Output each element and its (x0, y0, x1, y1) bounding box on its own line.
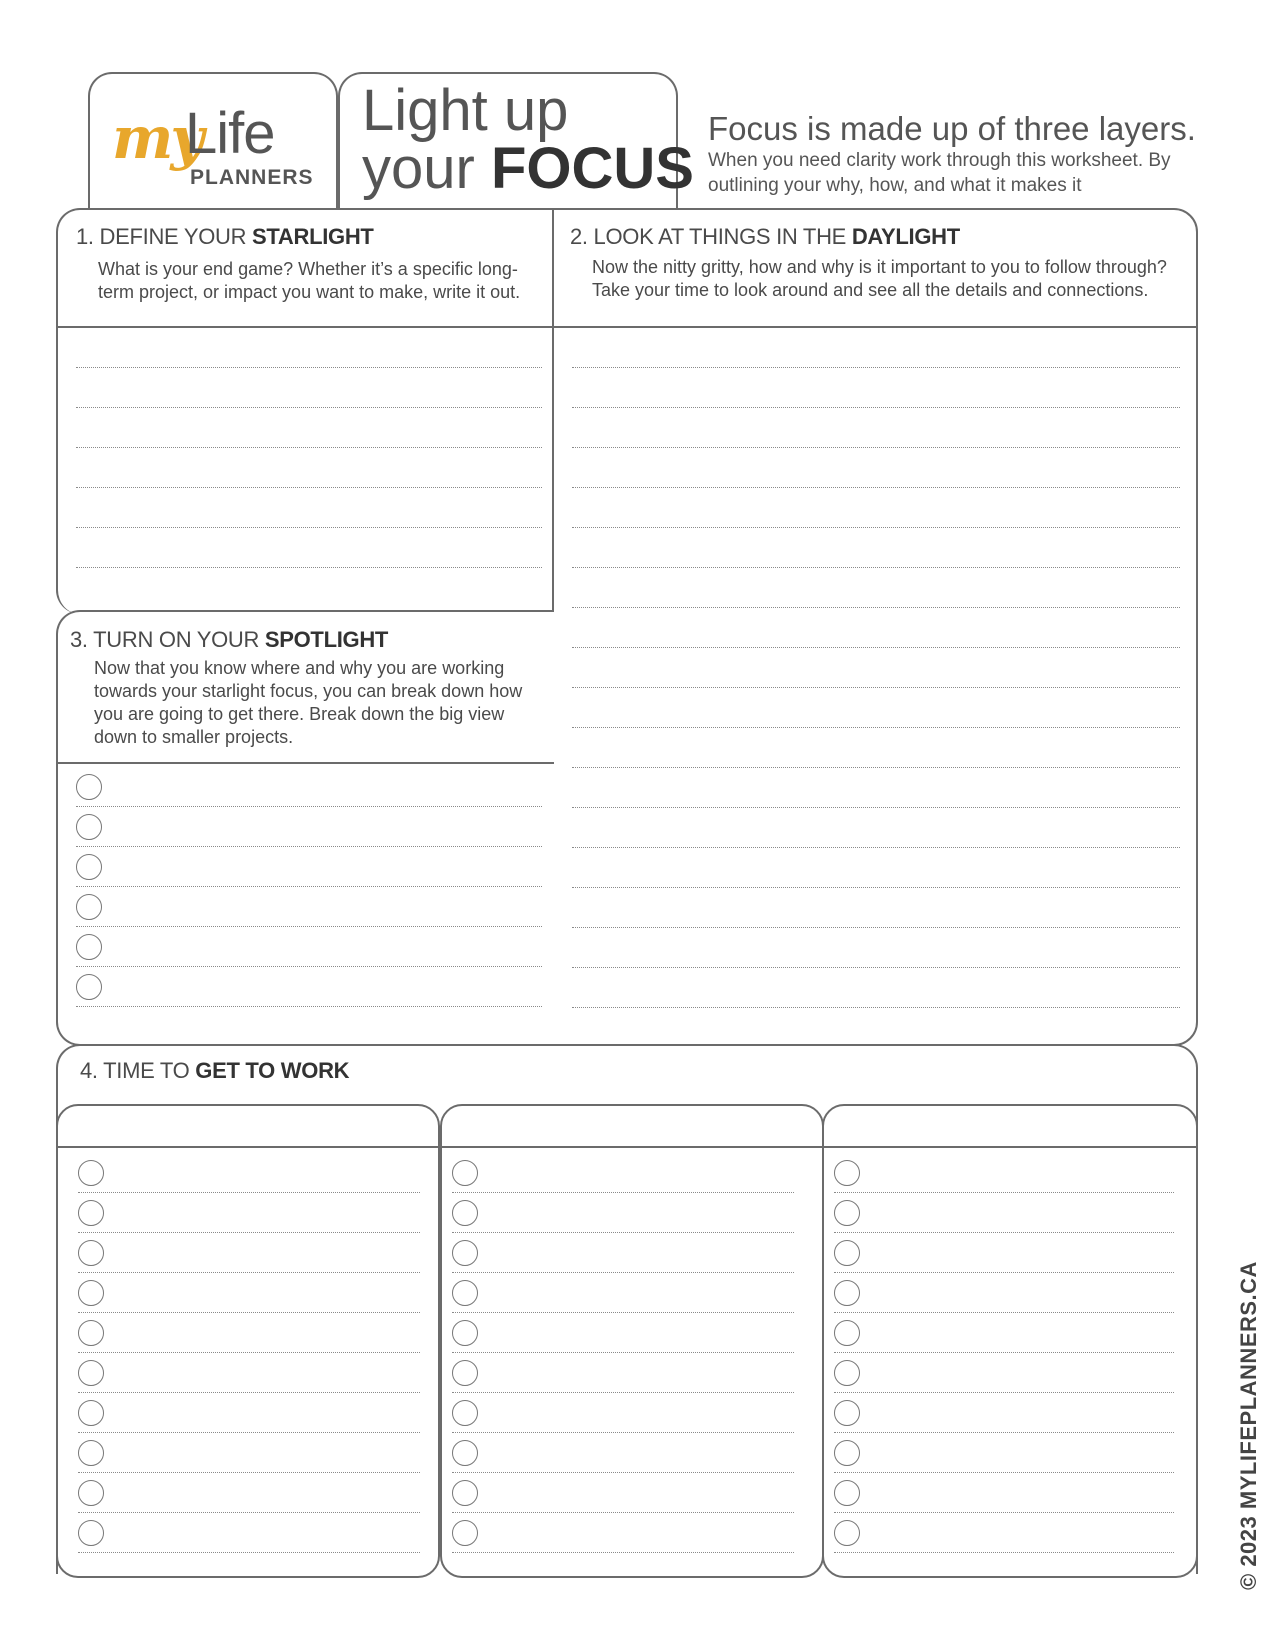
work-checkbox-col3[interactable] (834, 1200, 860, 1226)
copyright-footer: © 2023 MYLIFEPLANNERS.CA (1236, 1261, 1261, 1590)
logo-tab (88, 72, 338, 208)
work-writing-line-col1[interactable] (78, 1432, 420, 1433)
title-prefix: your (362, 136, 491, 201)
daylight-writing-line[interactable] (572, 407, 1180, 408)
work-checkbox-col1[interactable] (78, 1360, 104, 1386)
section4-title-prefix: 4. TIME TO (80, 1058, 196, 1083)
spotlight-checkbox[interactable] (76, 974, 102, 1000)
work-column-2 (440, 1104, 824, 1578)
work-checkbox-col3[interactable] (834, 1240, 860, 1266)
work-checkbox-col1[interactable] (78, 1160, 104, 1186)
starlight-writing-line[interactable] (76, 367, 542, 368)
section2-title-prefix: 2. LOOK AT THINGS IN THE (570, 224, 852, 249)
work-writing-line-col1[interactable] (78, 1472, 420, 1473)
work-checkbox-col1[interactable] (78, 1320, 104, 1346)
work-checkbox-col1[interactable] (78, 1280, 104, 1306)
work-writing-line-col3[interactable] (834, 1472, 1174, 1473)
work-writing-line-col3[interactable] (834, 1512, 1174, 1513)
daylight-writing-line[interactable] (572, 607, 1180, 608)
work-writing-line-col3[interactable] (834, 1392, 1174, 1393)
work-writing-line-col1[interactable] (78, 1192, 420, 1193)
work-writing-line-col1[interactable] (78, 1352, 420, 1353)
work-writing-line-col1[interactable] (78, 1272, 420, 1273)
work-checkbox-col2[interactable] (452, 1400, 478, 1426)
section2-divider (552, 326, 1198, 328)
work-checkbox-col3[interactable] (834, 1280, 860, 1306)
section4-title (80, 1058, 349, 1084)
daylight-writing-line[interactable] (572, 1007, 1180, 1008)
work-columns-divider (56, 1146, 1198, 1148)
daylight-writing-line[interactable] (572, 847, 1180, 848)
intro-body: When you need clarity work through this worksheet. By outlining your why, how, and what it makes it (708, 150, 1171, 196)
work-column-1 (56, 1104, 440, 1578)
work-writing-line-col3[interactable] (834, 1312, 1174, 1313)
spotlight-checkbox[interactable] (76, 774, 102, 800)
logo-my-text: my (112, 104, 202, 172)
page-title-line2 (362, 136, 694, 201)
daylight-writing-line[interactable] (572, 367, 1180, 368)
spotlight-checkbox[interactable] (76, 814, 102, 840)
daylight-writing-line[interactable] (572, 647, 1180, 648)
work-checkbox-col1[interactable] (78, 1240, 104, 1266)
page-title-line1: Light up (362, 78, 569, 143)
starlight-writing-line[interactable] (76, 407, 542, 408)
work-writing-line-col1[interactable] (78, 1552, 420, 1553)
work-checkbox-col1[interactable] (78, 1480, 104, 1506)
work-checkbox-col2[interactable] (452, 1360, 478, 1386)
section1-title-bold: STARLIGHT (252, 224, 374, 249)
spotlight-writing-line[interactable] (76, 806, 542, 807)
spotlight-writing-line[interactable] (76, 966, 542, 967)
section3-divider (56, 762, 554, 764)
section1-title-prefix: 1. DEFINE YOUR (76, 224, 253, 249)
starlight-writing-line[interactable] (76, 447, 542, 448)
work-writing-line-col1[interactable] (78, 1392, 420, 1393)
section4-title-bold: GET TO WORK (195, 1058, 350, 1083)
section1-title (76, 224, 374, 250)
work-writing-line-col3[interactable] (834, 1552, 1174, 1553)
work-writing-line-col2[interactable] (452, 1352, 794, 1353)
work-writing-line-col1[interactable] (78, 1512, 420, 1513)
work-checkbox-col2[interactable] (452, 1200, 478, 1226)
daylight-writing-line[interactable] (572, 567, 1180, 568)
work-checkbox-col2[interactable] (452, 1320, 478, 1346)
work-writing-line-col3[interactable] (834, 1232, 1174, 1233)
work-writing-line-col1[interactable] (78, 1232, 420, 1233)
work-checkbox-col2[interactable] (452, 1240, 478, 1266)
work-checkbox-col2[interactable] (452, 1440, 478, 1466)
work-writing-line-col2[interactable] (452, 1192, 794, 1193)
spotlight-writing-line[interactable] (76, 846, 542, 847)
section1-description: What is your end game? Whether it’s a specific long-term project, or impact you want to make, write it out. (98, 259, 521, 302)
work-column-3 (822, 1104, 1198, 1578)
daylight-writing-line[interactable] (572, 527, 1180, 528)
spotlight-checkbox[interactable] (76, 894, 102, 920)
spotlight-checkbox[interactable] (76, 854, 102, 880)
intro-heading: Focus is made up of three layers. (708, 110, 1196, 147)
daylight-writing-line[interactable] (572, 927, 1180, 928)
section2-title-bold: DAYLIGHT (851, 224, 960, 249)
daylight-writing-line[interactable] (572, 687, 1180, 688)
work-writing-line-col1[interactable] (78, 1312, 420, 1313)
work-checkbox-col2[interactable] (452, 1520, 478, 1546)
section-daylight (552, 208, 1198, 1046)
spotlight-writing-line[interactable] (76, 886, 542, 887)
work-checkbox-col1[interactable] (78, 1520, 104, 1546)
work-checkbox-col1[interactable] (78, 1200, 104, 1226)
section2-title (570, 224, 960, 250)
section2-description: Now the nitty gritty, how and why is it important to you to follow through? Take your time to look around and see all the details and connections. (592, 257, 1167, 300)
daylight-writing-line[interactable] (572, 487, 1180, 488)
work-writing-line-col2[interactable] (452, 1512, 794, 1513)
work-checkbox-col3[interactable] (834, 1160, 860, 1186)
work-writing-line-col3[interactable] (834, 1432, 1174, 1433)
starlight-writing-line[interactable] (76, 567, 542, 568)
work-checkbox-col3[interactable] (834, 1520, 860, 1546)
section3-title (70, 627, 388, 653)
work-writing-line-col2[interactable] (452, 1432, 794, 1433)
work-checkbox-col3[interactable] (834, 1400, 860, 1426)
work-writing-line-col3[interactable] (834, 1352, 1174, 1353)
work-writing-line-col2[interactable] (452, 1312, 794, 1313)
work-writing-line-col3[interactable] (834, 1192, 1174, 1193)
work-checkbox-col1[interactable] (78, 1400, 104, 1426)
work-writing-line-col2[interactable] (452, 1552, 794, 1553)
section1-divider (56, 326, 554, 328)
work-writing-line-col2[interactable] (452, 1232, 794, 1233)
work-checkbox-col3[interactable] (834, 1480, 860, 1506)
work-checkbox-col2[interactable] (452, 1480, 478, 1506)
work-writing-line-col2[interactable] (452, 1472, 794, 1473)
work-checkbox-col3[interactable] (834, 1440, 860, 1466)
work-checkbox-col1[interactable] (78, 1440, 104, 1466)
starlight-writing-line[interactable] (76, 527, 542, 528)
daylight-writing-line[interactable] (572, 727, 1180, 728)
spotlight-writing-line[interactable] (76, 1006, 542, 1007)
spotlight-writing-line[interactable] (76, 926, 542, 927)
section3-title-bold: SPOTLIGHT (264, 627, 389, 652)
work-checkbox-col3[interactable] (834, 1320, 860, 1346)
section3-description: Now that you know where and why you are working towards your starlight focus, you can break down how you are going to get there. Break down the big view down to smaller projects. (94, 658, 523, 747)
work-writing-line-col2[interactable] (452, 1272, 794, 1273)
work-writing-line-col3[interactable] (834, 1272, 1174, 1273)
work-checkbox-col2[interactable] (452, 1280, 478, 1306)
work-writing-line-col2[interactable] (452, 1392, 794, 1393)
title-bold: FOCUS (490, 136, 694, 201)
logo-planners-text: PLANNERS (190, 166, 314, 189)
daylight-writing-line[interactable] (572, 767, 1180, 768)
daylight-writing-line[interactable] (572, 887, 1180, 888)
daylight-writing-line[interactable] (572, 967, 1180, 968)
work-checkbox-col2[interactable] (452, 1160, 478, 1186)
spotlight-checkbox[interactable] (76, 934, 102, 960)
logo-life-text: Life (185, 101, 275, 166)
section3-title-prefix: 3. TURN ON YOUR (70, 627, 265, 652)
daylight-writing-line[interactable] (572, 447, 1180, 448)
work-checkbox-col3[interactable] (834, 1360, 860, 1386)
starlight-writing-line[interactable] (76, 487, 542, 488)
daylight-writing-line[interactable] (572, 807, 1180, 808)
title-tab (338, 72, 694, 208)
